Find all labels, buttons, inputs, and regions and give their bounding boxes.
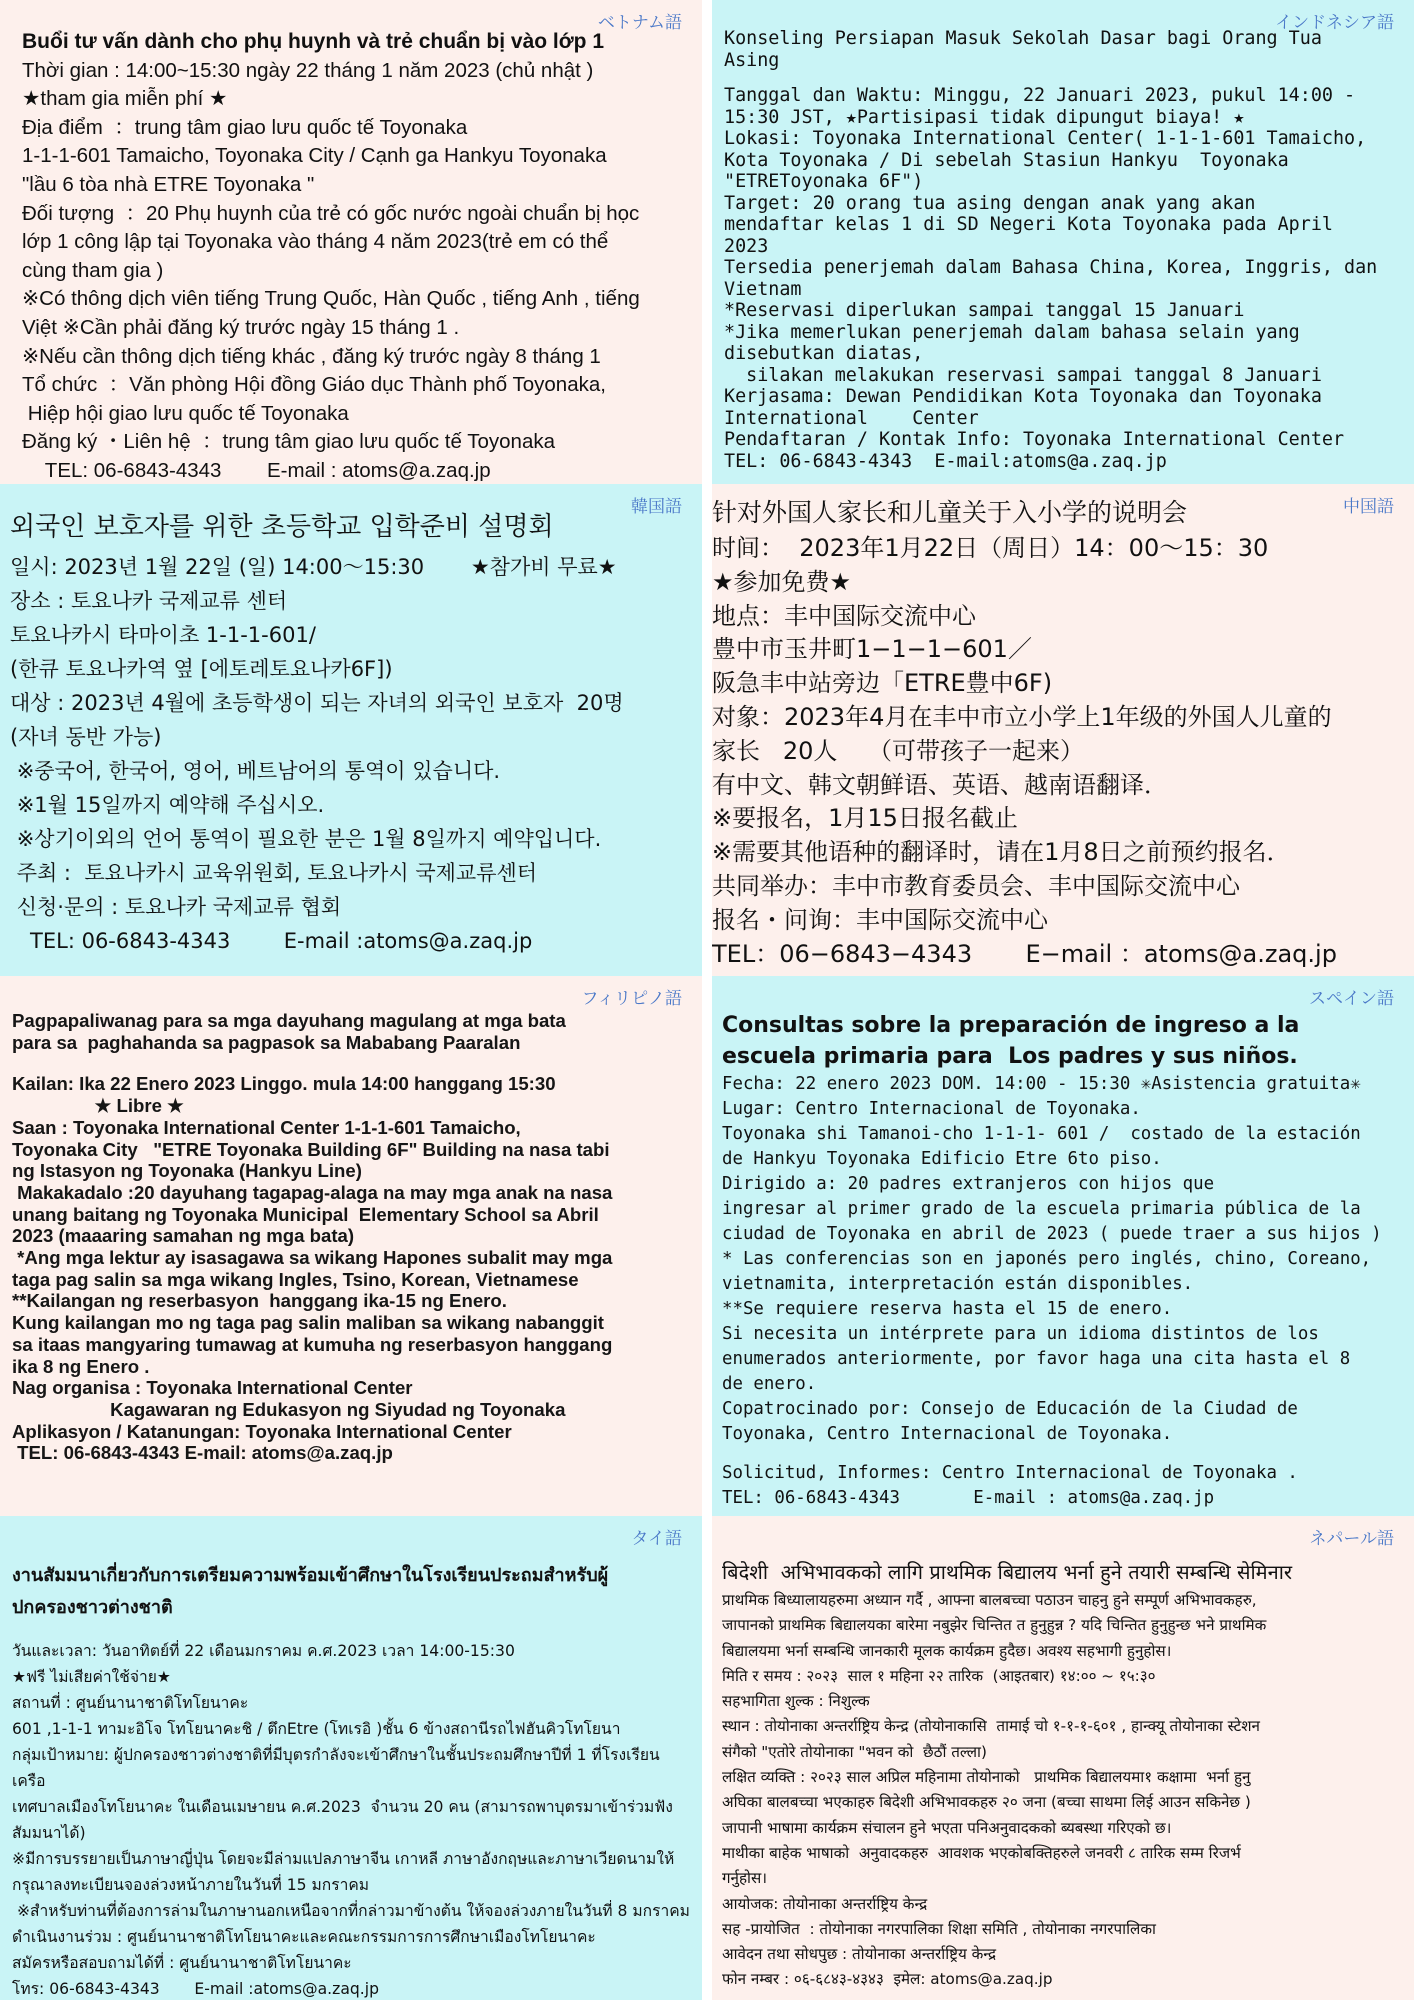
panel-nepali xyxy=(712,1516,1414,2000)
text-line: International Center xyxy=(724,407,979,429)
text-line: Thời gian : 14:00~15:30 ngày 22 tháng 1 năm 2023 (chủ nhật ) xyxy=(22,58,594,82)
text-line: सहभागिता शुल्क : निशुल्क xyxy=(722,1692,870,1711)
panel-indonesian xyxy=(712,0,1414,484)
text-line: 对象：2023年4月在丰中市立小学上1年级的外国人儿童的 xyxy=(712,702,1332,731)
text-line: Tersedia penerjemah dalam Bahasa China, Korea, Inggris, dan xyxy=(724,257,1378,278)
text-line: जापानको प्राथमिक बिद्यालयका बारेमा नबुझेर चिन्तित त हुनुहुन्न ? यदि चिन्तित हुनुहुन्छ भने प्राथमिक xyxy=(722,1616,1267,1635)
text-line: Tanggal dan Waktu: Minggu, 22 Januari 2023, pukul 14:00 - xyxy=(724,85,1356,106)
text-line: 장소 : 토요나카 국제교류 센터 xyxy=(10,589,288,613)
text-line: ※需要其他语种的翻译时，请在1月8日之前预约报名． xyxy=(712,838,1291,867)
text-line: disebutkan diatas, xyxy=(724,343,924,364)
text-line: Kung kailangan mo ng taga pag salin maliban sa wikang nabanggit xyxy=(12,1312,604,1334)
text-line: स्थान : तोयोनाका अन्तर्राष्ट्रिय केन्द्र (तोयोनाकासि तामाई चो १-१-१-६०१ , हान्क्यू तोयोनाका स्टेशन xyxy=(722,1717,1260,1736)
language-tag: フィリピノ語 xyxy=(581,989,682,1009)
spacer xyxy=(722,1447,1404,1461)
panel-title-line: Pagpapaliwanag para sa mga dayuhang magulang at mga bata xyxy=(12,1010,566,1031)
text-line: 阪急丰中站旁边「ETRE豊中6F) xyxy=(712,669,1053,698)
text-line: माथीका बाहेक भाषाको अनुवादकहरु आवशक भएकोबक्तिहरुले जनवरी ८ तारिक सम्म रिजर्भ xyxy=(722,1843,1241,1862)
text-line: Đăng ký ・Liên hệ ：trung tâm giao lưu quốc tế Toyonaka xyxy=(22,430,555,454)
panel-body xyxy=(0,976,702,1516)
panel-spanish xyxy=(712,976,1414,1516)
panel-title-line: Asing xyxy=(724,49,780,71)
text-line: ingresar al primer grado de la escuela primaria pública de la xyxy=(722,1199,1361,1219)
panel-body xyxy=(712,0,1414,484)
text-line: ※상기이외의 언어 통역이 필요한 분은 1월 8일까지 예약입니다. xyxy=(10,827,602,851)
text-line: ※Có thông dịch viên tiếng Trung Quốc, Hàn Quốc , tiếng Anh , tiếng xyxy=(22,287,640,311)
text-line: Lokasi: Toyonaka International Center( 1-1-1-601 Tamaicho, xyxy=(724,128,1367,149)
panel-title-line: escuela primaria para Los padres y sus niños. xyxy=(722,1044,1298,1069)
text-line: cùng tham gia ) xyxy=(22,258,164,282)
text-line: taga pag salin sa mga wikang Ingles, Tsino, Korean, Vietnamese xyxy=(12,1268,579,1290)
text-line: Nag organisa : Toyonaka International Center xyxy=(12,1377,413,1399)
contact-line: โทร: 06-6843-4343 E-mail :atoms@a.zaq.jp xyxy=(12,1980,379,1998)
spacer xyxy=(724,71,1402,85)
language-tag: 中国語 xyxy=(1343,497,1394,517)
contact-line: TEL: 06-6843-4343 E-mail:atoms@a.zaq.jp xyxy=(724,450,1167,472)
text-line: आवेदन तथा सोधपुछ : तोयोनाका अन्तर्राष्ट्रिय केन्द्र xyxy=(722,1945,997,1964)
text-line: Solicitud, Informes: Centro Internacional de Toyonaka . xyxy=(722,1463,1298,1483)
panel-title-line: งานสัมมนาเกี่ยวกับการเตรียมความพร้อมเข้าศึกษาในโรงเรียนประถมสำหรับผู้ xyxy=(12,1565,609,1586)
panel-title-line: Consultas sobre la preparación de ingreso a la xyxy=(722,1013,1300,1038)
text-line: ★参加免费★ xyxy=(712,567,852,596)
panel-title: 외국인 보호자를 위한 초등학교 입학준비 설명회 xyxy=(10,512,554,542)
text-line: วันและเวลา: วันอาทิตย์ที่ 22 เดือนมกราคม ค.ศ.2023 เวลา 14:00-15:30 xyxy=(12,1642,515,1660)
text-line: * Las conferencias son en japonés pero inglés, chino, Coreano, xyxy=(722,1249,1372,1269)
text-line: 15:30 JST, ★Partisipasi tidak dipungut biaya! ★ xyxy=(724,106,1245,128)
language-tag: ベトナム語 xyxy=(597,13,682,33)
panel-vietnamese xyxy=(0,0,702,484)
text-line: "lầu 6 tòa nhà ETRE Toyonaka " xyxy=(22,172,315,196)
text-line: unang baitang ng Toyonaka Municipal Elementary School sa Abril xyxy=(12,1203,599,1225)
text-line: de Hankyu Toyonaka Edificio Etre 6to piso. xyxy=(722,1149,1162,1169)
text-line: ※มีการบรรยายเป็นภาษาญี่ปุ่น โดยจะมีล่ามแปลภาษาจีน เกาหลี ภาษาอังกฤษและภาษาเวียดนามให้ xyxy=(12,1850,675,1868)
text-line: ★ฟรี ไม่เสียค่าใช้จ่าย★ xyxy=(12,1668,171,1686)
text-line: 601 ,1-1-1 ทามะอิโจ โทโยนาคะชิ / ตึกEtre (โทเรอิ )ชั้น 6 ข้างสถานีรถไฟฮันคิวโทโยนา xyxy=(12,1720,621,1738)
text-line: สมัครหรือสอบถามได้ที่ : ศูนย์นานาชาติโทโยนาคะ xyxy=(12,1954,352,1972)
text-line: Kerjasama: Dewan Pendidikan Kota Toyonaka dan Toyonaka xyxy=(724,386,1322,407)
language-tag: ネパール語 xyxy=(1309,1529,1394,1549)
text-line: Tổ chức ：Văn phòng Hội đồng Giáo dục Thành phố Toyonaka, xyxy=(22,373,606,397)
text-line: 报名・问询：丰中国际交流中心 xyxy=(712,905,1048,934)
text-line: ng Istasyon ng Toyonaka (Hankyu Line) xyxy=(12,1160,362,1182)
text-line: ★tham gia miễn phí ★ xyxy=(22,87,228,111)
panel-korean xyxy=(0,484,702,976)
text-line: Toyonaka, Centro Internacional de Toyonaka. xyxy=(722,1424,1173,1444)
text-line: *Jika memerlukan penerjemah dalam bahasa selain yang xyxy=(724,321,1300,343)
text-line: Việt ※Cần phải đăng ký trước ngày 15 tháng 1 . xyxy=(22,315,460,339)
text-line: Saan : Toyonaka International Center 1-1-1-601 Tamaicho, xyxy=(12,1116,521,1138)
text-line: ※สำหรับท่านที่ต้องการล่ามในภาษานอกเหนือจากที่กล่าวมาข้างต้น ให้จองล่วงภายในวันที่ 8 มกราคม xyxy=(12,1902,690,1920)
text-line: lớp 1 công lập tại Toyonaka vào tháng 4 năm 2023(trẻ em có thể xyxy=(22,230,609,254)
text-line: 豊中市玉井町1−1−1−601／ xyxy=(712,635,1032,664)
text-line: Vietnam xyxy=(724,278,802,300)
text-line: Makakadalo :20 dayuhang tagapag-alaga na may mga anak na nasa xyxy=(12,1181,613,1203)
text-line: ※1월 15일까지 예약해 주십시오. xyxy=(10,793,325,817)
text-line: ciudad de Toyonaka en abril de 2023 ( puede traer a sus hijos ) xyxy=(722,1224,1382,1244)
text-line: आयोजक: तोयोनाका अन्तर्राष्ट्रिय केन्द्र xyxy=(722,1894,928,1913)
text-line: *Reservasi diperlukan sampai tanggal 15 Januari xyxy=(724,300,1245,321)
text-line: Si necesita un intérprete para un idioma distintos de los xyxy=(722,1324,1319,1344)
contact-line: फोन नम्बर : ०६-६८४३-४३४३ इमेल: atoms@a.zaq.jp xyxy=(722,1970,1053,1989)
text-line: 신청·문의 : 토요나카 국제교류 협회 xyxy=(10,895,342,919)
text-line: de enero. xyxy=(722,1374,817,1394)
text-line: 토요나카시 타마이초 1-1-1-601/ xyxy=(10,623,316,647)
panel-title-line: para sa paghahanda sa pagpasok sa Mababang Paaralan xyxy=(12,1031,521,1053)
text-line: ※要报名，1月15日报名截止 xyxy=(712,804,1018,833)
panel-body xyxy=(0,0,702,484)
text-line: Đối tượng ：20 Phụ huynh của trẻ có gốc nước ngoài chuẩn bị học xyxy=(22,201,640,225)
text-line: "ETREToyonaka 6F") xyxy=(724,171,924,192)
text-line: 共同举办：丰中市教育委员会、丰中国际交流中心 xyxy=(712,871,1240,900)
panel-title: बिदेशी अभिभावकको लागि प्राथमिक बिद्यालय भर्ना हुने तयारी सम्बन्धि सेमिनार xyxy=(722,1560,1293,1584)
panel-title-line: Konseling Persiapan Masuk Sekolah Dasar bagi Orang Tua xyxy=(724,28,1322,49)
text-line: 2023 xyxy=(724,235,769,257)
text-line: Copatrocinado por: Consejo de Educación de la Ciudad de xyxy=(722,1399,1298,1419)
text-line: ดำเนินงานร่วม : ศูนย์นานาชาติโทโยนาคะและคณะกรรมการการศึกษาเมืองโทโยนาคะ xyxy=(12,1928,596,1946)
text-line: (한큐 토요나카역 옆 [에토레토요나카6F]) xyxy=(10,657,393,681)
text-line: สัมมนาได้) xyxy=(12,1824,86,1842)
text-line: vietnamita, interpretación están disponibles. xyxy=(722,1274,1194,1294)
panel-title: 针对外国人家长和儿童关于入小学的说明会 xyxy=(712,498,1188,527)
text-line: 有中文、韩文朝鲜语、英语、越南语翻译． xyxy=(712,770,1168,799)
text-line: Target: 20 orang tua asing dengan anak yang akan xyxy=(724,192,1256,214)
panel-chinese xyxy=(712,484,1414,976)
panel-body xyxy=(0,1516,702,2000)
text-line: 1-1-1-601 Tamaicho, Toyonaka City / Cạnh ga Hankyu Toyonaka xyxy=(22,144,607,168)
text-line: Hiệp hội giao lưu quốc tế Toyonaka xyxy=(22,401,349,425)
contact-line: TEL: 06-6843-4343 E-mail: atoms@a.zaq.jp xyxy=(12,1442,393,1464)
text-line: मिति र समय : २०२३ साल १ महिना २२ तारिक (आइतबार) १४:०० ~ १५:३० xyxy=(722,1666,1156,1685)
text-line: जापानी भाषामा कार्यक्रम संचालन हुने भएता पनिअनुवादकको ब्यबस्था गरिएको छ। xyxy=(722,1818,1172,1837)
text-line: 家长 20人 （可带孩子一起来） xyxy=(712,736,1084,765)
language-tag: タイ語 xyxy=(631,1529,682,1549)
text-line: *Ang mga lektur ay isasagawa sa wikang Hapones subalit may mga xyxy=(12,1247,613,1269)
panel-filipino xyxy=(0,976,702,1516)
spacer xyxy=(12,1624,692,1638)
text-line: सह -प्रायोजित : तोयोनाका नगरपालिका शिक्षा समिति , तोयोनाका नगरपालिका xyxy=(722,1919,1156,1938)
text-line: बिद्यालयमा भर्ना सम्बन्धि जानकारी मूलक कार्यक्रम हुदैछ। अवश्य सहभागी हुनुहोस। xyxy=(722,1641,1172,1660)
language-tag: インドネシア語 xyxy=(1275,13,1394,33)
text-line: enumerados anteriormente, por favor haga una cita hasta el 8 xyxy=(722,1349,1351,1369)
text-line: ※중국어, 한국어, 영어, 베트남어의 통역이 있습니다. xyxy=(10,759,501,783)
text-line: (자녀 동반 가능) xyxy=(10,725,162,749)
text-line: เทศบาลเมืองโทโยนาคะ ในเดือนเมษายน ค.ศ.2023 จำนวน 20 คน (สามารถพาบุตรมาเข้าร่วมฟัง xyxy=(12,1798,673,1816)
text-line: 대상 : 2023년 4월에 초등학생이 되는 자녀의 외국인 보호자 20명 xyxy=(10,691,624,715)
text-line: ★ Libre ★ xyxy=(12,1095,184,1117)
language-tag: スペイン語 xyxy=(1309,989,1394,1009)
text-line: Kailan: Ika 22 Enero 2023 Linggo. mula 14:00 hanggang 15:30 xyxy=(12,1073,556,1095)
text-line: Toyonaka City "ETRE Toyonaka Building 6F" Building na nasa tabi xyxy=(12,1138,610,1160)
contact-line: TEL: 06-6843-4343 E-mail : atoms@a.zaq.jp xyxy=(722,1488,1215,1508)
panel-body xyxy=(712,1516,1414,2000)
text-line: ika 8 ng Enero . xyxy=(12,1355,150,1377)
text-line: Dirigido a: 20 padres extranjeros con hijos que xyxy=(722,1174,1215,1194)
text-line: 时间： 2023年1月22日（周日）14：00～15：30 xyxy=(712,534,1269,562)
text-line: अघिका बालबच्चा भएकाहरु बिदेशी अभिभावकहरु २० जना (बच्चा साथमा लिई आउन सकिनेछ ) xyxy=(722,1793,1251,1812)
language-tag: 韓国語 xyxy=(631,497,682,517)
text-line: लक्षित व्यक्ति : २०२३ साल अप्रिल महिनामा तोयोनाको प्राथमिक बिद्यालयमा१ कक्षामा भर्ना हुनु xyxy=(722,1768,1251,1787)
text-line: silakan melakukan reservasi sampai tanggal 8 Januari xyxy=(724,364,1322,386)
text-line: Aplikasyon / Katanungan: Toyonaka International Center xyxy=(12,1420,512,1442)
panel-title: Buổi tư vấn dành cho phụ huynh và trẻ chuẩn bị vào lớp 1 xyxy=(22,30,605,53)
text-line: 주최 : 토요나카시 교육위원회, 토요나카시 국제교류센터 xyxy=(10,861,538,885)
panel-thai xyxy=(0,1516,702,2000)
panel-body xyxy=(0,484,702,976)
text-line: Toyonaka shi Tamanoi-cho 1-1-1- 601 / costado de la estación xyxy=(722,1124,1361,1144)
text-line: **Kailangan ng reserbasyon hanggang ika-15 ng Enero. xyxy=(12,1290,507,1312)
text-line: Fecha: 22 enero 2023 DOM. 14:00 - 15:30 ✳Asistencia gratuita✳ xyxy=(722,1074,1361,1094)
text-line: กรุณาลงทะเบียนจองล่วงหน้าภายในวันที่ 15 มกราคม xyxy=(12,1876,370,1894)
text-line: ※Nếu cần thông dịch tiếng khác , đăng ký trước ngày 8 tháng 1 xyxy=(22,344,601,368)
text-line: sa itaas mangyaring tumawag at kumuha ng reserbasyon hanggang xyxy=(12,1333,613,1355)
text-line: Lugar: Centro Internacional de Toyonaka. xyxy=(722,1099,1141,1119)
panel-body xyxy=(712,484,1414,976)
text-line: 2023 (maaaring samahan ng mga bata) xyxy=(12,1225,355,1247)
text-line: Địa điểm ：trung tâm giao lưu quốc tế Toyonaka xyxy=(22,115,468,139)
contact-line: TEL: 06-6843-4343 E-mail :atoms@a.zaq.jp xyxy=(10,929,533,953)
text-line: प्राथमिक बिध्यालायहरुमा अध्यान गर्दै , आफ्ना बालबच्चा पठाउन चाहनु हुने सम्पूर्ण अभिभावकहरु, xyxy=(722,1591,1257,1609)
text-line: สถานที่ : ศูนย์นานาชาติโทโยนาคะ xyxy=(12,1694,249,1712)
text-line: 地点：丰中国际交流中心 xyxy=(712,601,976,630)
text-line: 일시: 2023년 1월 22일 (일) 14:00～15:30 ★참가비 무료★ xyxy=(10,555,617,579)
panel-title-line: ปกครองชาวต่างชาติ xyxy=(12,1597,173,1618)
spacer xyxy=(12,1053,692,1073)
contact-line: TEL：06−6843−4343 E−mail ：atoms@a.zaq.jp xyxy=(712,939,1337,968)
contact-line: TEL: 06-6843-4343 E-mail : atoms@a.zaq.jp xyxy=(22,458,491,482)
text-line: **Se requiere reserva hasta el 15 de enero. xyxy=(722,1299,1173,1319)
text-line: Kota Toyonaka / Di sebelah Stasiun Hankyu Toyonaka xyxy=(724,149,1289,171)
text-line: गर्नुहोस। xyxy=(722,1869,768,1888)
text-line: กลุ่มเป้าหมาย: ผู้ปกครองชาวต่างชาติที่มีบุตรกำลังจะเข้าศึกษาในชั้นประถมศึกษาปีที่ 1 ที่โรงเรียนเครือ xyxy=(12,1746,660,1790)
text-line: Pendaftaran / Kontak Info: Toyonaka International Center xyxy=(724,429,1345,450)
text-line: mendaftar kelas 1 di SD Negeri Kota Toyonaka pada April xyxy=(724,214,1333,235)
panel-body xyxy=(712,976,1414,1516)
text-line: संगैको "एतोरे तोयोनाका "भवन को छैठौं तल्ला) xyxy=(722,1742,987,1761)
text-line: Kagawaran ng Edukasyon ng Siyudad ng Toyonaka xyxy=(12,1398,566,1420)
